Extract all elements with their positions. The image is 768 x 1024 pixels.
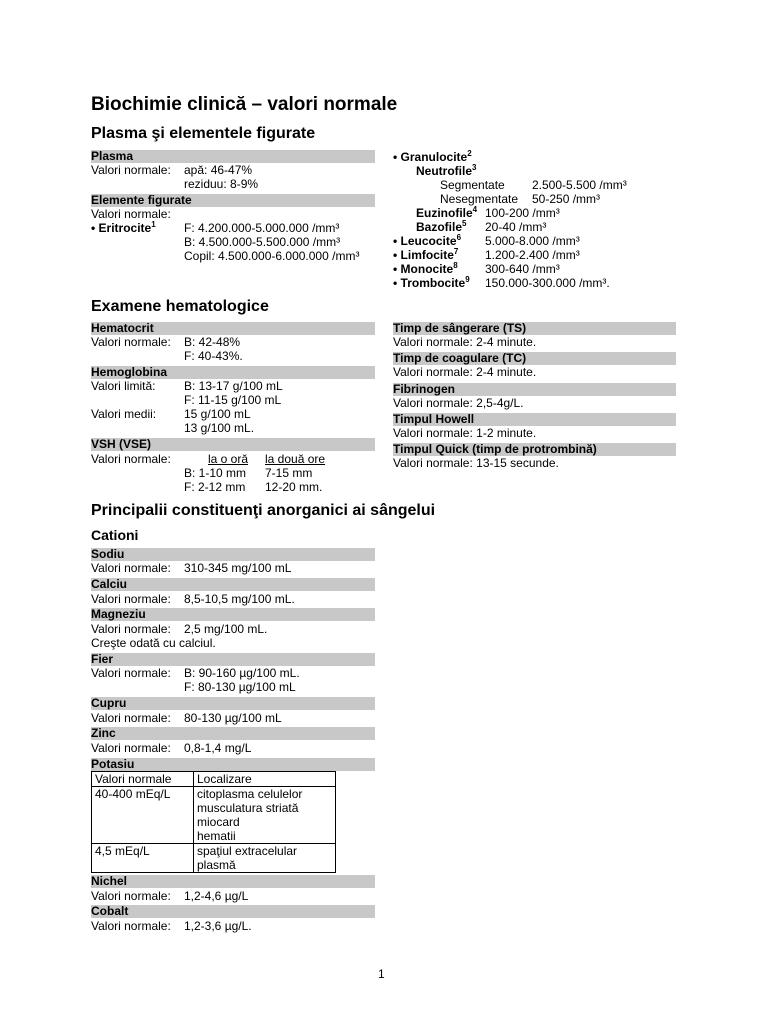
bar-hemoglobina: Hemoglobina <box>91 366 375 379</box>
calciu-value: 8,5-10,5 mg/100 mL. <box>184 592 295 606</box>
howell-value: Valori normale: 1-2 minute. <box>393 426 537 440</box>
bar-sodiu: Sodiu <box>91 548 375 561</box>
vsh-label: Valori normale: <box>91 452 171 466</box>
tc-value: Valori normale: 2-4 minute. <box>393 365 537 379</box>
bar-fier: Fier <box>91 653 375 666</box>
bar-elemente-figurate: Elemente figurate <box>91 194 375 207</box>
nichel-value: 1,2-4,6 µg/L <box>184 889 249 903</box>
potasiu-r2-localizare: spaţiul extracelular plasmă <box>194 844 336 873</box>
vsh-header-2: la două ore <box>265 452 326 466</box>
magneziu-label: Valori normale: <box>91 622 171 636</box>
vsh-f-2: 12-20 mm. <box>265 480 323 494</box>
vsh-header-1: la o oră <box>208 452 249 466</box>
magneziu-extra: Creşte odată cu calciul. <box>91 636 216 650</box>
page-number: 1 <box>378 967 385 981</box>
bazofile-label: Bazofile$^5$ <box>416 219 467 234</box>
hgb-med-value-1: 15 g/100 mL <box>184 407 251 421</box>
hct-value-1: B: 42-48% <box>184 335 241 349</box>
granulocite-label: • Granulocite$^2$ <box>393 149 472 164</box>
euzinofile-label: Euzinofile$^4$ <box>416 205 478 220</box>
zinc-label: Valori normale: <box>91 741 171 755</box>
cupru-label: Valori normale: <box>91 711 171 725</box>
hgb-med-value-2: 13 g/100 mL. <box>184 421 255 435</box>
section-heading-anorganici: Principalii constituenţi anorganici ai sângelui <box>91 502 436 519</box>
hct-label: Valori normale: <box>91 335 171 349</box>
bar-timp-sangerare: Timp de sângerare (TS) <box>393 322 676 335</box>
bar-cupru: Cupru <box>91 697 375 710</box>
calciu-label: Valori normale: <box>91 592 171 606</box>
monocite-label: • Monocite$^8$ <box>393 261 458 276</box>
potasiu-r1-valoare: 40-400 mEq/L <box>92 787 194 844</box>
plasma-label: Valori normale: <box>91 163 171 177</box>
magneziu-value: 2,5 mg/100 mL. <box>184 622 268 636</box>
elem-label: Valori normale: <box>91 207 171 221</box>
fier-value-1: B: 90-160 µg/100 mL. <box>184 666 300 680</box>
bar-timpul-howell: Timpul Howell <box>393 413 676 426</box>
bar-potasiu: Potasiu <box>91 758 375 771</box>
zinc-value: 0,8-1,4 mg/L <box>184 741 252 755</box>
bar-cobalt: Cobalt <box>91 905 375 918</box>
subheading-cationi: Cationi <box>91 527 139 543</box>
ts-value: Valori normale: 2-4 minute. <box>393 335 537 349</box>
potasiu-r2-valoare: 4,5 mEq/L <box>92 844 194 873</box>
bar-vsh: VSH (VSE) <box>91 438 375 451</box>
plasma-value-1: apă: 46-47% <box>184 163 253 177</box>
monocite-value: 300-640 /mm³ <box>485 262 560 276</box>
potasiu-header-valori: Valori normale <box>92 772 194 787</box>
sodiu-value: 310-345 mg/100 mL <box>184 561 292 575</box>
cupru-value: 80-130 µg/100 mL <box>184 711 282 725</box>
eritrocite-label: • Eritrocite$^1$ <box>91 220 156 235</box>
fib-value: Valori normale: 2,5-4g/L. <box>393 396 524 410</box>
vsh-b-1: B: 1-10 mm <box>184 466 247 480</box>
potasiu-table <box>91 771 336 873</box>
segmentate-label: Segmentate <box>440 178 505 192</box>
hct-value-2: F: 40-43%. <box>184 349 243 363</box>
vsh-f-1: F: 2-12 mm <box>184 480 246 494</box>
bar-hematocrit: Hematocrit <box>91 322 375 335</box>
eritrocite-value-2: B: 4.500.000-5.500.000 /mm³ <box>184 235 341 249</box>
eritrocite-value-1: F: 4.200.000-5.000.000 /mm³ <box>184 221 340 235</box>
bar-calciu: Calciu <box>91 578 375 591</box>
bar-timp-coagulare: Timp de coagulare (TC) <box>393 352 676 365</box>
euzinofile-value: 100-200 /mm³ <box>485 206 560 220</box>
bar-magneziu: Magneziu <box>91 608 375 621</box>
bar-plasma: Plasma <box>91 150 375 163</box>
cobalt-value: 1,2-3,6 µg/L. <box>184 919 252 933</box>
bar-nichel: Nichel <box>91 875 375 888</box>
bar-timpul-quick: Timpul Quick (timp de protrombină) <box>393 443 676 456</box>
sodiu-label: Valori normale: <box>91 561 171 575</box>
leucocite-value: 5.000-8.000 /mm³ <box>485 234 580 248</box>
trombocite-label: • Trombocite$^9$ <box>393 275 470 290</box>
bar-fibrinogen: Fibrinogen <box>393 383 676 396</box>
fier-label: Valori normale: <box>91 666 171 680</box>
potasiu-r1-localizare: citoplasma celulelor musculatura striată miocard hematii <box>194 787 336 844</box>
hgb-med-label: Valori medii: <box>91 407 157 421</box>
hgb-lim-label: Valori limită: <box>91 379 156 393</box>
bazofile-value: 20-40 /mm³ <box>485 220 547 234</box>
limfocite-label: • Limfocite$^7$ <box>393 247 459 262</box>
limfocite-value: 1.200-2.400 /mm³ <box>485 248 580 262</box>
section-heading-hematologice: Examene hematologice <box>91 298 269 315</box>
eritrocite-value-3: Copil: 4.500.000-6.000.000 /mm³ <box>184 249 360 263</box>
bar-zinc: Zinc <box>91 727 375 740</box>
hgb-lim-value-2: F: 11-15 g/100 mL <box>184 393 282 407</box>
nesegmentate-value: 50-250 /mm³ <box>532 192 601 206</box>
plasma-value-2: reziduu: 8-9% <box>184 177 259 191</box>
segmentate-value: 2.500-5.500 /mm³ <box>532 178 627 192</box>
potasiu-header-localizare: Localizare <box>194 772 336 787</box>
cobalt-label: Valori normale: <box>91 919 171 933</box>
section-heading-plasma: Plasma şi elementele figurate <box>91 125 316 142</box>
nichel-label: Valori normale: <box>91 889 171 903</box>
trombocite-value: 150.000-300.000 /mm³. <box>485 276 610 290</box>
quick-value: Valori normale: 13-15 secunde. <box>393 456 559 470</box>
hgb-lim-value-1: B: 13-17 g/100 mL <box>184 379 283 393</box>
vsh-b-2: 7-15 mm <box>265 466 313 480</box>
neutrofile-label: Neutrofile$^3$ <box>416 163 477 178</box>
leucocite-label: • Leucocite$^6$ <box>393 233 462 248</box>
page-title: Biochimie clinică – valori normale <box>91 94 398 115</box>
fier-value-2: F: 80-130 µg/100 mL <box>184 680 296 694</box>
nesegmentate-label: Nesegmentate <box>440 192 519 206</box>
